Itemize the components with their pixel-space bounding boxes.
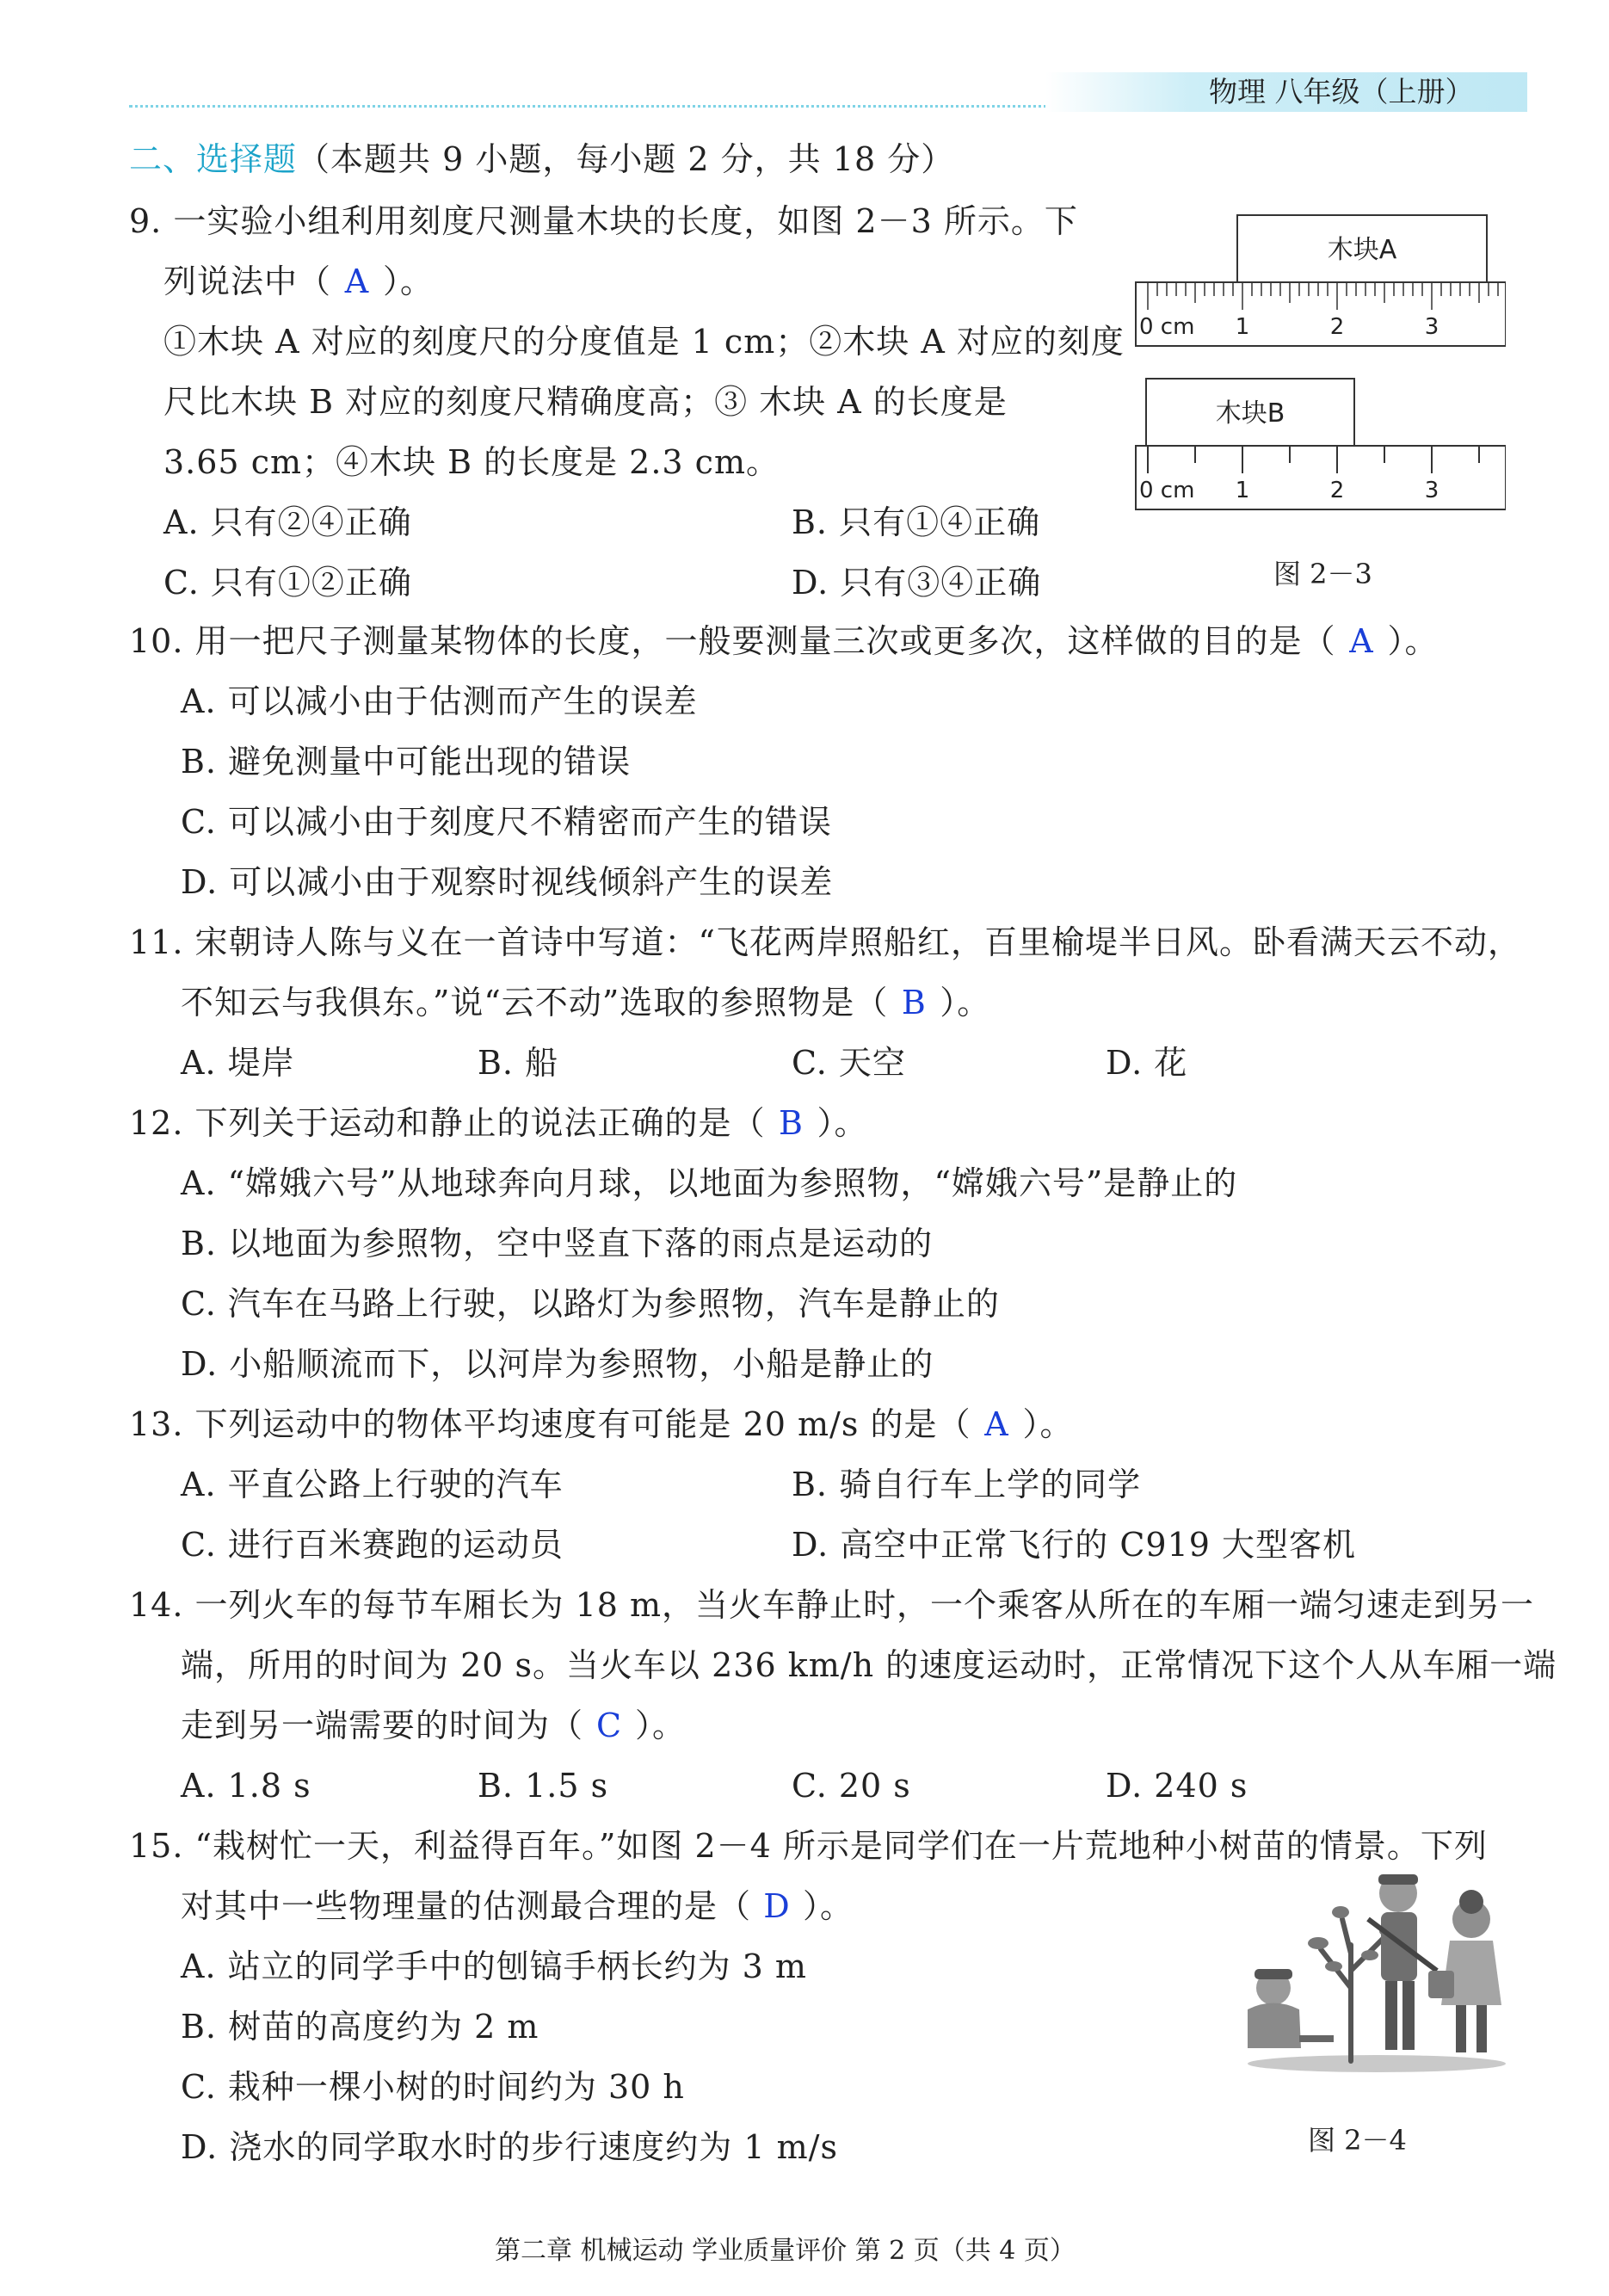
figure-2-4-illustration [1222, 1867, 1532, 2074]
q9-line2 [163, 258, 434, 305]
q12-stem [129, 1100, 868, 1146]
block-a-label: 木块A [1327, 235, 1397, 265]
q14-line2: 端，所用的时间为 20 s。当火车以 236 km/h 的速度运动时，正常情况下这个人从车厢一端 [181, 1646, 1557, 1684]
q11-line1: 11. 宋朝诗人陈与义在一首诗中写道：“飞花两岸照船红，百里榆堤半日风。卧看满天云不动， [129, 923, 1521, 961]
q10-option-b: B. 避免测量中可能出现的错误 [181, 743, 632, 781]
q10-option-d: D. 可以减小由于观察时视线倾斜产生的误差 [181, 863, 834, 901]
q15-stem-end: ）。 [803, 1887, 854, 1925]
watering-student [1428, 1890, 1501, 2052]
q15-line2 [181, 1883, 854, 1929]
q9-answer: A [344, 262, 370, 300]
q13-stem [129, 1401, 1073, 1447]
page-footer: 第二章 机械运动 学业质量评价 第 2 页（共 4 页） [495, 2236, 1076, 2266]
q14-option-d: D. 240 s [1106, 1767, 1248, 1805]
q12-answer: B [779, 1104, 804, 1142]
q11-line2 [181, 979, 990, 1026]
section-note: （本题共 9 小题，每小题 2 分，共 18 分） [297, 140, 955, 178]
section-label: 二、选择题 [129, 140, 298, 178]
q14-option-c: C. 20 s [792, 1767, 911, 1805]
figure-2-3-caption: 图 2－3 [1273, 558, 1372, 590]
q9-option-d: D. 只有③④正确 [792, 564, 1042, 602]
q15-option-b: B. 树苗的高度约为 2 m [181, 2008, 539, 2046]
q9-option-a: A. 只有②④正确 [163, 503, 412, 541]
figure-2-4-caption: 图 2－4 [1308, 2124, 1407, 2157]
q12-option-c: C. 汽车在马路上行驶，以路灯为参照物，汽车是静止的 [181, 1285, 1000, 1323]
q10-option-a: A. 可以减小由于估测而产生的误差 [181, 682, 698, 720]
q10-stem [129, 618, 1439, 664]
q14-option-a: A. 1.8 s [181, 1767, 311, 1805]
q13-stem-text: 13. 下列运动中的物体平均速度有可能是 20 m/s 的是（ [129, 1405, 971, 1443]
q13-answer: A [984, 1405, 1009, 1443]
q15-answer: D [763, 1887, 791, 1925]
q12-option-b: B. 以地面为参照物，空中竖直下落的雨点是运动的 [181, 1225, 934, 1262]
q9-stem-text: 列说法中（ [163, 262, 332, 300]
q11-option-c: C. 天空 [792, 1044, 906, 1082]
q12-stem-text: 12. 下列关于运动和静止的说法正确的是（ [129, 1104, 766, 1142]
q9-stem-end: ）。 [383, 262, 435, 300]
q11-stem-end: ）。 [940, 984, 991, 1021]
ruler-a-label-0: 0 cm [1139, 314, 1195, 340]
q14-option-b: B. 1.5 s [478, 1767, 609, 1805]
ruler-b-label-2: 2 [1329, 478, 1345, 503]
q12-option-a: A. “嫦娥六号”从地球奔向月球，以地面为参照物，“嫦娥六号”是静止的 [181, 1164, 1238, 1202]
q11-option-a: A. 堤岸 [181, 1044, 295, 1082]
header-subject: 物理 八年级（上册） [1209, 75, 1474, 108]
q15-line1: 15. “栽树忙一天，利益得百年。”如图 2－4 所示是同学们在一片荒地种小树苗的情景。下列 [129, 1827, 1488, 1865]
ruler-b-label-3: 3 [1424, 478, 1439, 503]
q9-line1: 9. 一实验小组利用刻度尺测量木块的长度，如图 2－3 所示。下 [129, 202, 1078, 240]
q14-line1: 14. 一列火车的每节车厢长为 18 m，当火车静止时，一个乘客从所在的车厢一端匀速走到另一 [129, 1586, 1535, 1624]
ruler-a-label-1: 1 [1235, 314, 1250, 340]
q9-line5: 3.65 cm；④木块 B 的长度是 2.3 cm。 [163, 443, 780, 481]
q13-option-c: C. 进行百米赛跑的运动员 [181, 1526, 564, 1564]
crouching-student [1248, 1969, 1334, 2048]
q10-stem-end: ）。 [1387, 622, 1439, 660]
block-b-label: 木块B [1215, 398, 1285, 429]
standing-student [1368, 1874, 1437, 2050]
q13-option-d: D. 高空中正常飞行的 C919 大型客机 [792, 1526, 1357, 1564]
q14-answer: C [595, 1707, 623, 1744]
q9-line3: ①木块 A 对应的刻度尺的分度值是 1 cm；②木块 A 对应的刻度 [163, 323, 1125, 361]
q15-option-a: A. 站立的同学手中的刨镐手柄长约为 3 m [181, 1947, 807, 1985]
q12-stem-end: ）。 [817, 1104, 868, 1142]
q11-option-d: D. 花 [1106, 1044, 1188, 1082]
q13-option-a: A. 平直公路上行驶的汽车 [181, 1466, 564, 1503]
q14-stem-end: ）。 [635, 1707, 687, 1744]
q9-option-b: B. 只有①④正确 [792, 503, 1041, 541]
q15-option-c: C. 栽种一棵小树的时间约为 30 h [181, 2068, 685, 2106]
q15-stem-text: 对其中一些物理量的估测最合理的是（ [181, 1887, 752, 1925]
q10-option-c: C. 可以减小由于刻度尺不精密而产生的错误 [181, 803, 832, 841]
q12-option-d: D. 小船顺流而下，以河岸为参照物，小船是静止的 [181, 1345, 934, 1383]
figure-2-3-rulers [1127, 207, 1506, 525]
q11-stem-text: 不知云与我俱东。”说“云不动”选取的参照物是（ [181, 984, 889, 1021]
q13-stem-end: ）。 [1022, 1405, 1074, 1443]
ruler-b-label-1: 1 [1235, 478, 1250, 503]
q10-answer: A [1349, 622, 1374, 660]
q15-option-d: D. 浇水的同学取水时的步行速度约为 1 m/s [181, 2128, 838, 2166]
q9-line4: 尺比木块 B 对应的刻度尺精确度高；③ 木块 A 的长度是 [163, 383, 1008, 421]
q9-option-c: C. 只有①②正确 [163, 564, 412, 602]
q11-answer: B [901, 984, 927, 1021]
q10-stem-text: 10. 用一把尺子测量某物体的长度，一般要测量三次或更多次，这样做的目的是（ [129, 622, 1336, 660]
q14-stem-text: 走到另一端需要的时间为（ [181, 1707, 584, 1744]
ruler-a-label-2: 2 [1329, 314, 1345, 340]
q13-option-b: B. 骑自行车上学的同学 [792, 1466, 1142, 1503]
section-heading [129, 136, 954, 182]
q14-line3 [181, 1702, 686, 1749]
ruler-b-label-0: 0 cm [1139, 478, 1195, 503]
q11-option-b: B. 船 [478, 1044, 559, 1082]
ruler-a-label-3: 3 [1424, 314, 1439, 340]
